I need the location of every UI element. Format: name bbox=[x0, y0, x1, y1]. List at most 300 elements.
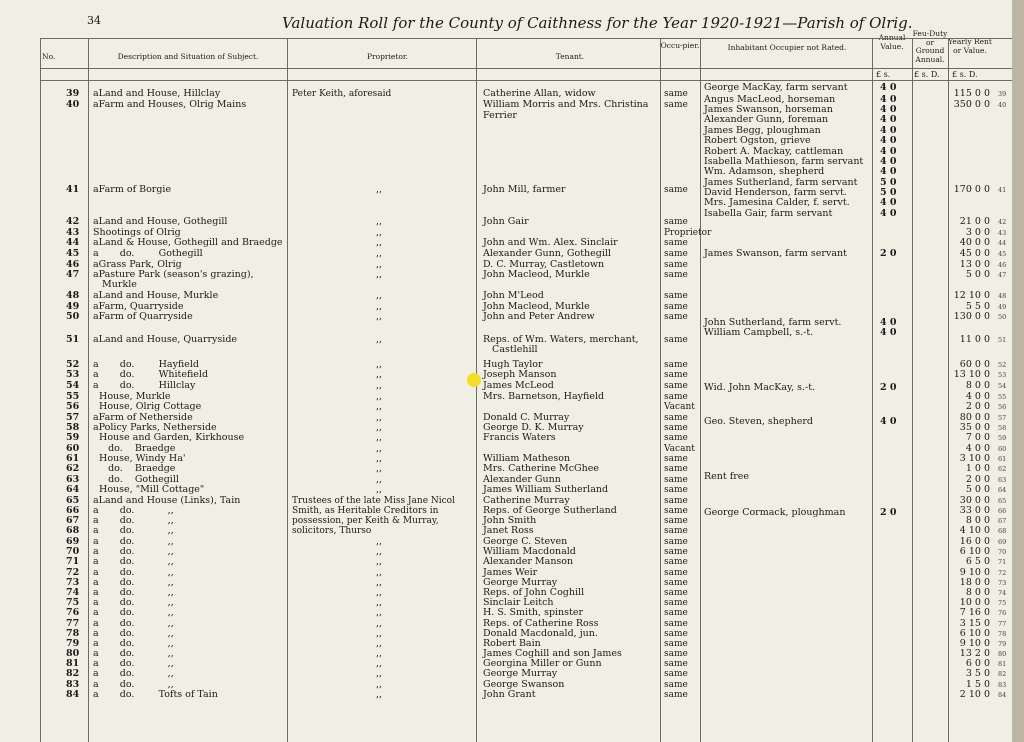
side-number: 48 bbox=[998, 292, 1007, 300]
row-proprietor: ,, bbox=[376, 443, 383, 454]
row-tenant: John and Wm. Alex. Sinclair bbox=[483, 237, 618, 248]
inhabitant-name: John Sutherland, farm servt. bbox=[704, 317, 842, 328]
row-yearly-value: 18 0 0 bbox=[959, 577, 990, 588]
row-tenant: Reps. of John Coghill bbox=[483, 587, 585, 598]
row-proprietor: ,, bbox=[376, 536, 383, 547]
row-tenant: William Matheson bbox=[483, 453, 571, 464]
side-number: 75 bbox=[998, 599, 1007, 607]
inhabitant-name: Alexander Gunn, foreman bbox=[704, 114, 829, 125]
row-number: 42 bbox=[66, 216, 80, 227]
row-yearly-value: 13 2 0 bbox=[959, 648, 990, 659]
inhabitant-annual-value: 4 0 bbox=[880, 416, 897, 427]
row-tenant: Alexander Gunn bbox=[483, 474, 561, 485]
side-number: 73 bbox=[998, 579, 1007, 587]
row-tenant: Castlehill bbox=[483, 344, 538, 355]
row-proprietor: ,, bbox=[376, 227, 383, 238]
row-proprietor: ,, bbox=[376, 597, 383, 608]
row-occupier: same bbox=[664, 381, 688, 391]
header-yearly-rent: Yearly Rent or Value. bbox=[948, 37, 992, 55]
row-yearly-value: 16 0 0 bbox=[959, 536, 990, 547]
row-number: 53 bbox=[66, 369, 80, 380]
row-number: 58 bbox=[66, 422, 80, 433]
row-number: 64 bbox=[66, 484, 80, 495]
inhabitant-annual-value: 2 0 bbox=[880, 248, 897, 259]
row-yearly-value: 1 5 0 bbox=[965, 679, 990, 690]
row-number: 84 bbox=[66, 689, 80, 700]
inhabitant-name: Rent free bbox=[704, 471, 750, 482]
row-occupier: same bbox=[664, 423, 688, 433]
row-tenant: Catherine Murray bbox=[483, 495, 570, 506]
row-description: a do. ,, bbox=[93, 577, 174, 588]
row-occupier: same bbox=[664, 302, 688, 312]
row-occupier: same bbox=[664, 547, 688, 557]
row-number: 47 bbox=[66, 269, 80, 280]
row-number: 48 bbox=[66, 290, 80, 301]
row-tenant: Mrs. Barnetson, Hayfield bbox=[483, 391, 605, 402]
row-proprietor: ,, bbox=[376, 269, 383, 280]
row-occupier: same bbox=[664, 312, 688, 322]
row-occupier: same bbox=[664, 629, 688, 639]
row-description: aFarm of Borgie bbox=[93, 184, 172, 195]
row-tenant: John Macleod, Murkle bbox=[483, 269, 590, 280]
row-number: 73 bbox=[66, 577, 80, 588]
row-tenant: William Morris and Mrs. Christina bbox=[483, 99, 649, 110]
row-tenant: John M'Leod bbox=[483, 290, 544, 301]
row-description: aLand and House (Links), Tain bbox=[93, 495, 241, 506]
row-tenant: George Murray bbox=[483, 577, 558, 588]
row-description: aLand and House, Murkle bbox=[93, 290, 219, 301]
row-description: a do. ,, bbox=[93, 587, 174, 598]
inhabitant-name: Geo. Steven, shepherd bbox=[704, 416, 813, 427]
row-number: 61 bbox=[66, 453, 80, 464]
row-tenant: H. S. Smith, spinster bbox=[483, 607, 584, 618]
row-yearly-value: 115 0 0 bbox=[953, 88, 990, 99]
row-number: 70 bbox=[66, 546, 80, 557]
row-description: do. Braedge bbox=[93, 443, 176, 454]
row-yearly-value: 3 15 0 bbox=[959, 618, 990, 629]
row-yearly-value: 6 0 0 bbox=[965, 658, 990, 669]
side-number: 58 bbox=[998, 424, 1007, 432]
row-occupier: same bbox=[664, 217, 688, 227]
row-proprietor: ,, bbox=[376, 628, 383, 639]
row-description: House, Windy Ha' bbox=[93, 453, 186, 464]
row-proprietor: ,, bbox=[376, 259, 383, 270]
row-tenant: Georgina Miller or Gunn bbox=[483, 658, 602, 669]
header-no: No. bbox=[42, 52, 56, 61]
row-proprietor: ,, bbox=[376, 679, 383, 690]
row-description: a do. ,, bbox=[93, 668, 174, 679]
page-number: 34 bbox=[87, 14, 101, 27]
side-number: 50 bbox=[998, 313, 1007, 321]
row-proprietor: ,, bbox=[376, 567, 383, 578]
row-occupier: same bbox=[664, 680, 688, 690]
row-yearly-value: 170 0 0 bbox=[953, 184, 990, 195]
row-yearly-value: 9 10 0 bbox=[959, 638, 990, 649]
row-yearly-value: 5 5 0 bbox=[965, 301, 990, 312]
side-number: 46 bbox=[998, 261, 1007, 269]
row-tenant: Reps. of Wm. Waters, merchant, bbox=[483, 334, 639, 345]
row-description: aFarm and Houses, Olrig Mains bbox=[93, 99, 247, 110]
row-tenant: D. C. Murray, Castletown bbox=[483, 259, 605, 270]
row-number: 40 bbox=[66, 99, 80, 110]
row-description: a do. ,, bbox=[93, 597, 174, 608]
row-yearly-value: 2 0 0 bbox=[965, 401, 990, 412]
row-occupier: same bbox=[664, 690, 688, 700]
row-number: 81 bbox=[66, 658, 80, 669]
row-occupier: same bbox=[664, 454, 688, 464]
side-number: 71 bbox=[998, 558, 1007, 566]
row-number: 82 bbox=[66, 668, 80, 679]
inhabitant-annual-value: 4 0 bbox=[880, 166, 897, 177]
row-occupier: same bbox=[664, 537, 688, 547]
row-occupier: same bbox=[664, 639, 688, 649]
row-tenant: William Macdonald bbox=[483, 546, 576, 557]
row-proprietor: ,, bbox=[376, 401, 383, 412]
inhabitant-annual-value: 4 0 bbox=[880, 156, 897, 167]
row-occupier: same bbox=[664, 496, 688, 506]
side-number: 79 bbox=[998, 640, 1007, 648]
side-number: 49 bbox=[998, 303, 1007, 311]
row-description: Shootings of Olrig bbox=[93, 227, 181, 238]
row-yearly-value: 13 0 0 bbox=[959, 259, 990, 270]
row-occupier: same bbox=[664, 578, 688, 588]
inhabitant-name: William Campbell, s.-t. bbox=[704, 327, 814, 338]
row-proprietor: ,, bbox=[376, 334, 383, 345]
row-number: 62 bbox=[66, 463, 80, 474]
row-yearly-value: 40 0 0 bbox=[959, 237, 990, 248]
inhabitant-annual-value: 2 0 bbox=[880, 507, 897, 518]
side-number: 78 bbox=[998, 630, 1007, 638]
row-number: 65 bbox=[66, 495, 80, 506]
row-occupier: same bbox=[664, 659, 688, 669]
inhabitant-name: James Begg, ploughman bbox=[704, 125, 821, 136]
row-yearly-value: 13 10 0 bbox=[953, 369, 990, 380]
row-tenant: John Grant bbox=[483, 689, 536, 700]
row-description: House and Garden, Kirkhouse bbox=[93, 432, 245, 443]
row-proprietor: ,, bbox=[376, 380, 383, 391]
row-yearly-value: 2 0 0 bbox=[965, 474, 990, 485]
row-proprietor: ,, bbox=[376, 474, 383, 485]
row-description: do. Gothegill bbox=[93, 474, 179, 485]
row-tenant: George C. Steven bbox=[483, 536, 568, 547]
row-occupier: same bbox=[664, 260, 688, 270]
row-tenant: James Weir bbox=[483, 567, 538, 578]
row-proprietor: ,, bbox=[376, 290, 383, 301]
header-feu-duty: Feu-Duty or Ground Annual. bbox=[912, 29, 948, 64]
row-number: 55 bbox=[66, 391, 80, 402]
row-proprietor: Peter Keith, aforesaid bbox=[292, 89, 392, 99]
inhabitant-name: James Swanson, horseman bbox=[704, 104, 833, 115]
row-yearly-value: 4 0 0 bbox=[965, 391, 990, 402]
row-number: 76 bbox=[66, 607, 80, 618]
row-proprietor: ,, bbox=[376, 658, 383, 669]
side-number: 84 bbox=[998, 691, 1007, 699]
row-number: 41 bbox=[66, 184, 80, 195]
side-number: 70 bbox=[998, 548, 1007, 556]
inhabitant-annual-value: 4 0 bbox=[880, 125, 897, 136]
side-number: 72 bbox=[998, 569, 1007, 577]
side-number: 74 bbox=[998, 589, 1007, 597]
row-yearly-value: 80 0 0 bbox=[959, 412, 990, 423]
row-tenant: Ferrier bbox=[483, 110, 517, 121]
row-yearly-value: 3 5 0 bbox=[965, 668, 990, 679]
row-description: a do. ,, bbox=[93, 505, 174, 516]
row-yearly-value: 350 0 0 bbox=[953, 99, 990, 110]
row-occupier: same bbox=[664, 185, 688, 195]
page-edge bbox=[1012, 0, 1024, 742]
row-yearly-value: 3 0 0 bbox=[965, 227, 990, 238]
side-number: 65 bbox=[998, 497, 1007, 505]
inhabitant-name: Wm. Adamson, shepherd bbox=[704, 166, 825, 177]
header-annual-value: Annual Value. bbox=[878, 33, 906, 51]
row-yearly-value: 30 0 0 bbox=[959, 495, 990, 506]
row-tenant: James Coghill and son James bbox=[483, 648, 622, 659]
side-number: 83 bbox=[998, 681, 1007, 689]
row-description: a do. Tofts of Tain bbox=[93, 689, 218, 700]
side-number: 52 bbox=[998, 361, 1007, 369]
row-description: aPasture Park (season's grazing), bbox=[93, 269, 254, 280]
row-occupier: same bbox=[664, 475, 688, 485]
row-yearly-value: 6 5 0 bbox=[965, 556, 990, 567]
row-number: 68 bbox=[66, 525, 80, 536]
row-occupier: same bbox=[664, 649, 688, 659]
row-proprietor: ,, bbox=[376, 638, 383, 649]
row-proprietor: ,, bbox=[376, 556, 383, 567]
row-description: a do. Whitefield bbox=[93, 369, 209, 380]
row-proprietor: ,, bbox=[376, 463, 383, 474]
inhabitant-name: George Cormack, ploughman bbox=[704, 507, 846, 518]
side-number: 76 bbox=[998, 609, 1007, 617]
row-description: a do. ,, bbox=[93, 607, 174, 618]
row-yearly-value: 9 10 0 bbox=[959, 567, 990, 578]
row-yearly-value: 10 0 0 bbox=[959, 597, 990, 608]
row-tenant: Donald Macdonald, jun. bbox=[483, 628, 598, 639]
row-proprietor: ,, bbox=[376, 648, 383, 659]
side-number: 40 bbox=[998, 101, 1007, 109]
row-tenant: Catherine Allan, widow bbox=[483, 88, 596, 99]
row-number: 75 bbox=[66, 597, 80, 608]
yellow-marker-dot bbox=[467, 373, 481, 387]
row-proprietor: ,, bbox=[376, 422, 383, 433]
row-description: House, Olrig Cottage bbox=[93, 401, 202, 412]
row-tenant: Sinclair Leitch bbox=[483, 597, 554, 608]
side-number: 45 bbox=[998, 250, 1007, 258]
row-description: a do. ,, bbox=[93, 536, 174, 547]
row-occupier: same bbox=[664, 526, 688, 536]
row-tenant: Hugh Taylor bbox=[483, 359, 543, 370]
row-description: a do. ,, bbox=[93, 679, 174, 690]
side-number: 39 bbox=[998, 90, 1007, 98]
side-number: 64 bbox=[998, 486, 1007, 494]
inhabitant-name: Isabella Mathieson, farm servant bbox=[704, 156, 864, 167]
row-description: aPolicy Parks, Netherside bbox=[93, 422, 217, 433]
row-number: 80 bbox=[66, 648, 80, 659]
row-proprietor: ,, bbox=[376, 301, 383, 312]
side-number: 77 bbox=[998, 620, 1007, 628]
row-tenant: George D. K. Murray bbox=[483, 422, 584, 433]
row-yearly-value: 8 0 0 bbox=[965, 380, 990, 391]
row-tenant: John Gair bbox=[483, 216, 529, 227]
row-yearly-value: 12 10 0 bbox=[953, 290, 990, 301]
row-yearly-value: 33 0 0 bbox=[959, 505, 990, 516]
row-description: aLand & House, Gothegill and Braedge bbox=[93, 237, 283, 248]
inhabitant-name: Robert Ogston, grieve bbox=[704, 135, 811, 146]
row-description: aLand and House, Hillclay bbox=[93, 88, 221, 99]
row-occupier: Vacant bbox=[664, 402, 695, 412]
row-yearly-value: 45 0 0 bbox=[959, 248, 990, 259]
side-number: 69 bbox=[998, 538, 1007, 546]
row-description: aGrass Park, Olrig bbox=[93, 259, 182, 270]
row-tenant: George Swanson bbox=[483, 679, 565, 690]
row-description: a do. ,, bbox=[93, 638, 174, 649]
yearly-currency: £ s. D. bbox=[952, 70, 978, 79]
side-number: 81 bbox=[998, 660, 1007, 668]
row-number: 71 bbox=[66, 556, 80, 567]
row-occupier: same bbox=[664, 506, 688, 516]
row-proprietor: ,, bbox=[376, 184, 383, 195]
inhabitant-name: Robert A. Mackay, cattleman bbox=[704, 146, 844, 157]
row-occupier: same bbox=[664, 608, 688, 618]
row-number: 57 bbox=[66, 412, 80, 423]
side-number: 53 bbox=[998, 371, 1007, 379]
side-number: 43 bbox=[998, 229, 1007, 237]
side-number: 57 bbox=[998, 414, 1007, 422]
row-tenant: Alexander Manson bbox=[483, 556, 574, 567]
row-yearly-value: 4 0 0 bbox=[965, 443, 990, 454]
side-number: 54 bbox=[998, 382, 1007, 390]
row-yearly-value: 130 0 0 bbox=[953, 311, 990, 322]
row-tenant: Francis Waters bbox=[483, 432, 556, 443]
row-number: 45 bbox=[66, 248, 80, 259]
row-tenant: Joseph Manson bbox=[483, 369, 557, 380]
side-number: 67 bbox=[998, 517, 1007, 525]
inhabitant-annual-value: 5 0 bbox=[880, 177, 897, 188]
row-yearly-value: 5 0 0 bbox=[965, 484, 990, 495]
row-tenant: Donald C. Murray bbox=[483, 412, 570, 423]
inhabitant-name: James Sutherland, farm servant bbox=[704, 177, 858, 188]
inhabitant-annual-value: 4 0 bbox=[880, 82, 897, 93]
side-number: 47 bbox=[998, 271, 1007, 279]
row-yearly-value: 1 0 0 bbox=[965, 463, 990, 474]
inhabitant-annual-value: 4 0 bbox=[880, 146, 897, 157]
row-proprietor: ,, bbox=[376, 689, 383, 700]
row-occupier: same bbox=[664, 516, 688, 526]
row-description: Murkle bbox=[93, 279, 137, 290]
row-yearly-value: 11 0 0 bbox=[959, 334, 990, 345]
row-occupier: same bbox=[664, 392, 688, 402]
side-number: 51 bbox=[998, 336, 1007, 344]
row-tenant: Reps. of Catherine Ross bbox=[483, 618, 599, 629]
row-occupier: Proprietor bbox=[664, 228, 712, 238]
side-number: 59 bbox=[998, 434, 1007, 442]
header-description: Description and Situation of Subject. bbox=[117, 52, 259, 61]
row-number: 44 bbox=[66, 237, 80, 248]
row-yearly-value: 8 0 0 bbox=[965, 515, 990, 526]
row-number: 59 bbox=[66, 432, 80, 443]
row-occupier: same bbox=[664, 588, 688, 598]
row-occupier: same bbox=[664, 485, 688, 495]
header-inhabitant: Inhabitant Occupier not Rated. bbox=[727, 43, 847, 52]
row-occupier: same bbox=[664, 413, 688, 423]
side-number: 62 bbox=[998, 465, 1007, 473]
row-tenant: Reps. of George Sutherland bbox=[483, 505, 617, 516]
row-number: 69 bbox=[66, 536, 80, 547]
row-yearly-value: 6 10 0 bbox=[959, 546, 990, 557]
row-tenant: Mrs. Catherine McGhee bbox=[483, 463, 600, 474]
row-tenant: Alexander Gunn, Gothegill bbox=[483, 248, 611, 259]
row-occupier: same bbox=[664, 249, 688, 259]
row-number: 77 bbox=[66, 618, 80, 629]
row-occupier: same bbox=[664, 619, 688, 629]
inhabitant-annual-value: 4 0 bbox=[880, 317, 897, 328]
row-description: aFarm of Quarryside bbox=[93, 311, 193, 322]
row-proprietor: Trustees of the late Miss Jane Nicol bbox=[292, 496, 455, 506]
side-number: 42 bbox=[998, 218, 1007, 226]
row-occupier: same bbox=[664, 335, 688, 345]
row-number: 43 bbox=[66, 227, 80, 238]
row-number: 56 bbox=[66, 401, 80, 412]
inhabitant-annual-value: 4 0 bbox=[880, 197, 897, 208]
inhabitant-name: Angus MacLeod, horseman bbox=[704, 94, 836, 105]
row-occupier: same bbox=[664, 291, 688, 301]
row-occupier: Vacant bbox=[664, 444, 695, 454]
row-number: 78 bbox=[66, 628, 80, 639]
row-number: 52 bbox=[66, 359, 80, 370]
feu-currency: £ s. D. bbox=[914, 70, 940, 79]
row-occupier: same bbox=[664, 100, 688, 110]
inhabitant-annual-value: 4 0 bbox=[880, 94, 897, 105]
row-description: a do. Gothegill bbox=[93, 248, 203, 259]
side-number: 56 bbox=[998, 403, 1007, 411]
inhabitant-name: David Henderson, farm servt. bbox=[704, 187, 847, 198]
row-proprietor: ,, bbox=[376, 607, 383, 618]
row-yearly-value: 5 0 0 bbox=[965, 269, 990, 280]
row-yearly-value: 4 10 0 bbox=[959, 525, 990, 536]
row-number: 66 bbox=[66, 505, 80, 516]
row-number: 46 bbox=[66, 259, 80, 270]
row-number: 49 bbox=[66, 301, 80, 312]
row-description: a do. ,, bbox=[93, 628, 174, 639]
side-number: 60 bbox=[998, 445, 1007, 453]
row-proprietor: ,, bbox=[376, 618, 383, 629]
row-description: House, "Mill Cottage" bbox=[93, 484, 205, 495]
side-number: 80 bbox=[998, 650, 1007, 658]
row-proprietor: solicitors, Thurso bbox=[292, 526, 372, 536]
side-number: 55 bbox=[998, 393, 1007, 401]
row-tenant: John Smith bbox=[483, 515, 537, 526]
header-tenant: Tenant. bbox=[555, 52, 585, 61]
side-number: 68 bbox=[998, 527, 1007, 535]
row-occupier: same bbox=[664, 270, 688, 280]
row-occupier: same bbox=[664, 568, 688, 578]
row-proprietor: possession, per Keith & Murray, bbox=[292, 516, 439, 526]
inhabitant-name: Wid. John MacKay, s.-t. bbox=[704, 382, 816, 393]
inhabitant-annual-value: 2 0 bbox=[880, 382, 897, 393]
row-yearly-value: 8 0 0 bbox=[965, 587, 990, 598]
row-number: 39 bbox=[66, 88, 80, 99]
row-proprietor: ,, bbox=[376, 432, 383, 443]
row-description: aFarm of Netherside bbox=[93, 412, 193, 423]
row-proprietor: ,, bbox=[376, 412, 383, 423]
row-yearly-value: 21 0 0 bbox=[959, 216, 990, 227]
side-number: 41 bbox=[998, 186, 1007, 194]
row-proprietor: ,, bbox=[376, 237, 383, 248]
row-occupier: same bbox=[664, 238, 688, 248]
row-proprietor: ,, bbox=[376, 359, 383, 370]
row-description: aLand and House, Gothegill bbox=[93, 216, 228, 227]
row-number: 79 bbox=[66, 638, 80, 649]
inhabitant-annual-value: 5 0 bbox=[880, 187, 897, 198]
